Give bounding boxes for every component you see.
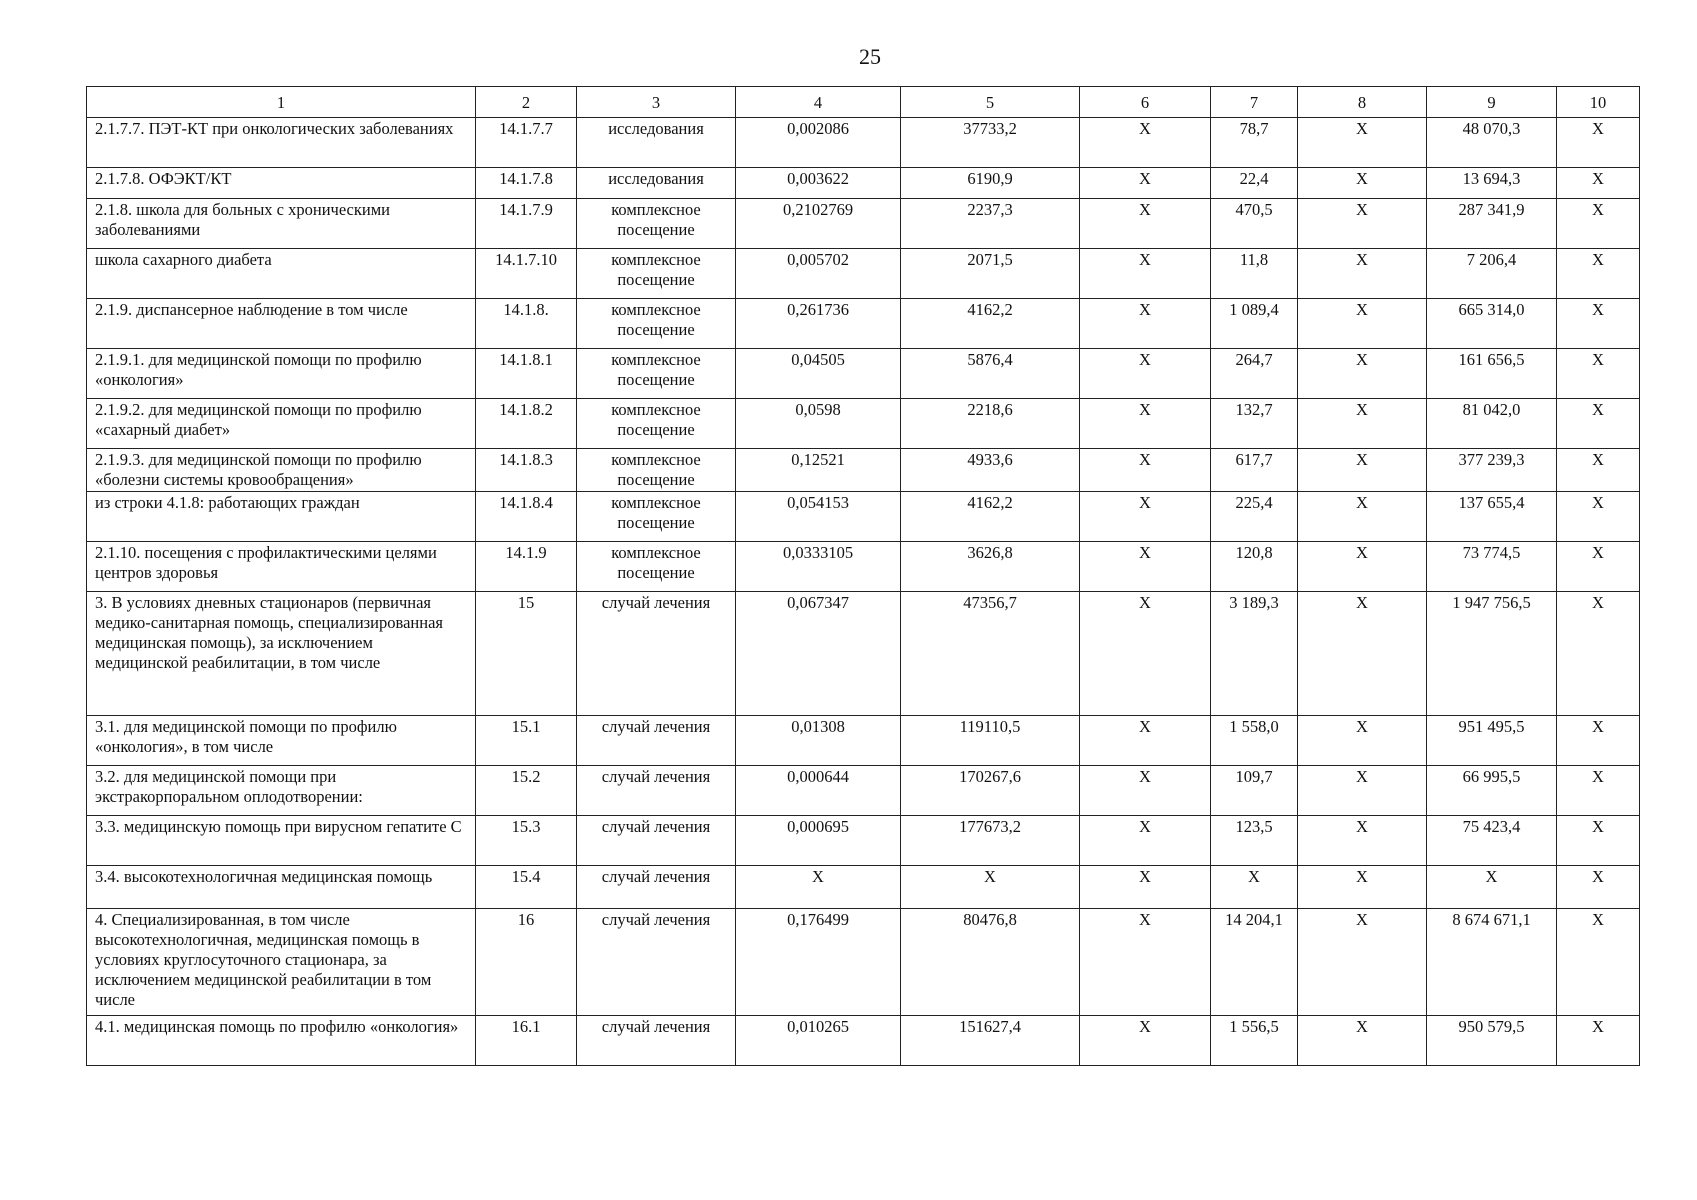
table-row <box>87 1016 1640 1066</box>
table-cell-value-col-8: Х <box>1298 592 1427 716</box>
table-cell-unit: случай лечения <box>577 766 736 816</box>
table-cell-row-code: 14.1.7.7 <box>476 118 577 168</box>
table-cell-value-col-8: Х <box>1298 816 1427 866</box>
table-cell-row-label: 3.3. медицинскую помощь при вирусном гепатите С <box>87 816 476 866</box>
table-cell-value-col-9: 951 495,5 <box>1427 716 1557 766</box>
table-cell-row-code: 15 <box>476 592 577 716</box>
table-cell-value-col-10: Х <box>1557 716 1640 766</box>
table-cell-value-col-5: 5876,4 <box>901 349 1080 399</box>
table-cell-value-col-9: 8 674 671,1 <box>1427 909 1557 1016</box>
table-cell-value-col-10: Х <box>1557 249 1640 299</box>
table-cell-value-col-6: Х <box>1080 542 1211 592</box>
table-row <box>87 249 1640 299</box>
table-cell-value-col-5: 177673,2 <box>901 816 1080 866</box>
column-header: 8 <box>1298 87 1427 118</box>
table-cell-row-code: 14.1.8. <box>476 299 577 349</box>
table-cell-value-col-5: 47356,7 <box>901 592 1080 716</box>
table-row <box>87 866 1640 909</box>
table-cell-row-label: 2.1.9.2. для медицинской помощи по профилю «сахарный диабет» <box>87 399 476 449</box>
table-cell-value-col-6: Х <box>1080 492 1211 542</box>
table-cell-value-col-6: Х <box>1080 349 1211 399</box>
table-cell-unit: случай лечения <box>577 592 736 716</box>
table-cell-value-col-8: Х <box>1298 909 1427 1016</box>
table-cell-unit: случай лечения <box>577 716 736 766</box>
table-cell-value-col-6: Х <box>1080 1016 1211 1066</box>
table-cell-unit: комплексное посещение <box>577 249 736 299</box>
table-row <box>87 542 1640 592</box>
table-cell-value-col-10: Х <box>1557 492 1640 542</box>
table-cell-value-col-9: 950 579,5 <box>1427 1016 1557 1066</box>
table-row <box>87 299 1640 349</box>
table-cell-value-col-10: Х <box>1557 299 1640 349</box>
table-cell-value-col-4: Х <box>736 866 901 909</box>
table-cell-value-col-10: Х <box>1557 816 1640 866</box>
table-cell-value-col-6: Х <box>1080 866 1211 909</box>
column-header: 4 <box>736 87 901 118</box>
table-cell-value-col-9: 13 694,3 <box>1427 168 1557 199</box>
table-cell-value-col-7: 120,8 <box>1211 542 1298 592</box>
table-cell-row-label: 3.4. высокотехнологичная медицинская помощь <box>87 866 476 909</box>
table-cell-value-col-5: 6190,9 <box>901 168 1080 199</box>
table-cell-value-col-10: Х <box>1557 449 1640 492</box>
table-cell-value-col-9: 377 239,3 <box>1427 449 1557 492</box>
table-cell-value-col-8: Х <box>1298 349 1427 399</box>
table-header-row <box>87 87 1640 118</box>
table-cell-value-col-5: Х <box>901 866 1080 909</box>
table-cell-value-col-10: Х <box>1557 349 1640 399</box>
table-cell-value-col-8: Х <box>1298 449 1427 492</box>
table-cell-value-col-6: Х <box>1080 199 1211 249</box>
table-cell-value-col-5: 119110,5 <box>901 716 1080 766</box>
table-cell-row-code: 15.1 <box>476 716 577 766</box>
table-cell-value-col-4: 0,176499 <box>736 909 901 1016</box>
table-cell-value-col-4: 0,005702 <box>736 249 901 299</box>
table-cell-value-col-10: Х <box>1557 866 1640 909</box>
table-cell-value-col-10: Х <box>1557 592 1640 716</box>
table-cell-value-col-6: Х <box>1080 249 1211 299</box>
table-row <box>87 492 1640 542</box>
table-cell-value-col-10: Х <box>1557 909 1640 1016</box>
table-cell-value-col-5: 37733,2 <box>901 118 1080 168</box>
table-row <box>87 349 1640 399</box>
table-cell-value-col-5: 151627,4 <box>901 1016 1080 1066</box>
table-cell-value-col-4: 0,0598 <box>736 399 901 449</box>
table-cell-value-col-7: 264,7 <box>1211 349 1298 399</box>
table-cell-value-col-7: 470,5 <box>1211 199 1298 249</box>
table-cell-value-col-7: 123,5 <box>1211 816 1298 866</box>
table-cell-value-col-8: Х <box>1298 492 1427 542</box>
table-cell-row-label: 2.1.9.3. для медицинской помощи по профилю «болезни системы кровообращения» <box>87 449 476 492</box>
table-cell-value-col-7: 22,4 <box>1211 168 1298 199</box>
table-cell-value-col-5: 3626,8 <box>901 542 1080 592</box>
table-cell-value-col-4: 0,0333105 <box>736 542 901 592</box>
table-cell-value-col-9: Х <box>1427 866 1557 909</box>
table-cell-row-label: 4. Специализированная, в том числе высокотехнологичная, медицинская помощь в условиях круглосуточного стационара, за исключением медицинской реабилитации в том числе <box>87 909 476 1016</box>
table-cell-unit: случай лечения <box>577 1016 736 1066</box>
table-cell-row-code: 14.1.7.9 <box>476 199 577 249</box>
table-cell-value-col-7: 14 204,1 <box>1211 909 1298 1016</box>
table-row <box>87 118 1640 168</box>
table-cell-row-code: 16 <box>476 909 577 1016</box>
table-cell-value-col-4: 0,002086 <box>736 118 901 168</box>
table-cell-row-code: 14.1.8.1 <box>476 349 577 399</box>
table-cell-unit: случай лечения <box>577 866 736 909</box>
table-row <box>87 592 1640 716</box>
table-cell-value-col-9: 665 314,0 <box>1427 299 1557 349</box>
table-cell-value-col-9: 48 070,3 <box>1427 118 1557 168</box>
table-cell-value-col-9: 7 206,4 <box>1427 249 1557 299</box>
column-header: 3 <box>577 87 736 118</box>
table-cell-value-col-6: Х <box>1080 716 1211 766</box>
table-cell-value-col-8: Х <box>1298 299 1427 349</box>
table-cell-value-col-7: Х <box>1211 866 1298 909</box>
table-cell-value-col-6: Х <box>1080 592 1211 716</box>
table-cell-unit: комплексное посещение <box>577 492 736 542</box>
column-header: 1 <box>87 87 476 118</box>
table-cell-value-col-9: 66 995,5 <box>1427 766 1557 816</box>
table-cell-value-col-6: Х <box>1080 399 1211 449</box>
table-cell-value-col-4: 0,04505 <box>736 349 901 399</box>
table-cell-unit: комплексное посещение <box>577 542 736 592</box>
table-cell-row-label: 4.1. медицинская помощь по профилю «онкология» <box>87 1016 476 1066</box>
table-cell-row-code: 14.1.8.2 <box>476 399 577 449</box>
table-cell-value-col-5: 4162,2 <box>901 299 1080 349</box>
table-cell-value-col-8: Х <box>1298 766 1427 816</box>
table-cell-value-col-7: 3 189,3 <box>1211 592 1298 716</box>
table-cell-row-label: 2.1.7.8. ОФЭКТ/КТ <box>87 168 476 199</box>
table-cell-value-col-5: 4162,2 <box>901 492 1080 542</box>
table-cell-value-col-5: 2237,3 <box>901 199 1080 249</box>
table-cell-row-label: 2.1.8. школа для больных с хроническими заболеваниями <box>87 199 476 249</box>
table-cell-value-col-4: 0,003622 <box>736 168 901 199</box>
table-cell-value-col-4: 0,261736 <box>736 299 901 349</box>
table-cell-value-col-10: Х <box>1557 118 1640 168</box>
table-cell-unit: случай лечения <box>577 909 736 1016</box>
table-cell-value-col-10: Х <box>1557 399 1640 449</box>
table-cell-value-col-7: 132,7 <box>1211 399 1298 449</box>
table-row <box>87 909 1640 1016</box>
table-cell-value-col-9: 81 042,0 <box>1427 399 1557 449</box>
table-cell-value-col-6: Х <box>1080 168 1211 199</box>
table-row <box>87 716 1640 766</box>
table-cell-row-code: 16.1 <box>476 1016 577 1066</box>
table-cell-value-col-10: Х <box>1557 168 1640 199</box>
table-cell-value-col-8: Х <box>1298 168 1427 199</box>
table-cell-value-col-5: 2071,5 <box>901 249 1080 299</box>
table-cell-value-col-4: 0,2102769 <box>736 199 901 249</box>
table-cell-value-col-7: 11,8 <box>1211 249 1298 299</box>
table-cell-value-col-8: Х <box>1298 118 1427 168</box>
table-cell-value-col-7: 1 556,5 <box>1211 1016 1298 1066</box>
table-cell-value-col-10: Х <box>1557 542 1640 592</box>
table-cell-unit: комплексное посещение <box>577 349 736 399</box>
table-cell-value-col-10: Х <box>1557 766 1640 816</box>
table-cell-value-col-9: 75 423,4 <box>1427 816 1557 866</box>
table-cell-value-col-7: 225,4 <box>1211 492 1298 542</box>
table-cell-value-col-9: 161 656,5 <box>1427 349 1557 399</box>
table-cell-value-col-4: 0,01308 <box>736 716 901 766</box>
table-cell-value-col-7: 1 089,4 <box>1211 299 1298 349</box>
table-cell-row-code: 15.3 <box>476 816 577 866</box>
table-cell-value-col-7: 617,7 <box>1211 449 1298 492</box>
page-number: 25 <box>859 44 881 69</box>
table-cell-value-col-8: Х <box>1298 1016 1427 1066</box>
table-cell-unit: исследования <box>577 118 736 168</box>
table-row <box>87 816 1640 866</box>
table-cell-value-col-6: Х <box>1080 766 1211 816</box>
table-cell-value-col-4: 0,000644 <box>736 766 901 816</box>
table-cell-unit: случай лечения <box>577 816 736 866</box>
table-cell-unit: комплексное посещение <box>577 399 736 449</box>
table-cell-row-label: 3.2. для медицинской помощи при экстракорпоральном оплодотворении: <box>87 766 476 816</box>
table-cell-value-col-8: Х <box>1298 866 1427 909</box>
table-row <box>87 199 1640 249</box>
table-cell-row-label: школа сахарного диабета <box>87 249 476 299</box>
table-cell-value-col-9: 73 774,5 <box>1427 542 1557 592</box>
table-cell-value-col-6: Х <box>1080 118 1211 168</box>
table-cell-value-col-5: 80476,8 <box>901 909 1080 1016</box>
table-cell-value-col-9: 137 655,4 <box>1427 492 1557 542</box>
table-row <box>87 399 1640 449</box>
table-cell-value-col-6: Х <box>1080 909 1211 1016</box>
table-cell-value-col-7: 109,7 <box>1211 766 1298 816</box>
column-header: 6 <box>1080 87 1211 118</box>
table-cell-row-code: 14.1.9 <box>476 542 577 592</box>
table-cell-value-col-4: 0,067347 <box>736 592 901 716</box>
table-cell-unit: комплексное посещение <box>577 299 736 349</box>
table-cell-value-col-6: Х <box>1080 816 1211 866</box>
table-cell-value-col-6: Х <box>1080 299 1211 349</box>
table-cell-value-col-5: 2218,6 <box>901 399 1080 449</box>
table-cell-unit: исследования <box>577 168 736 199</box>
table-cell-row-code: 14.1.8.3 <box>476 449 577 492</box>
table-cell-row-code: 14.1.8.4 <box>476 492 577 542</box>
table-cell-value-col-10: Х <box>1557 1016 1640 1066</box>
table-cell-row-label: 2.1.9.1. для медицинской помощи по профилю «онкология» <box>87 349 476 399</box>
table-row <box>87 168 1640 199</box>
table-cell-value-col-8: Х <box>1298 716 1427 766</box>
column-header: 7 <box>1211 87 1298 118</box>
table-cell-value-col-5: 170267,6 <box>901 766 1080 816</box>
table-cell-row-code: 15.2 <box>476 766 577 816</box>
table-cell-unit: комплексное посещение <box>577 449 736 492</box>
column-header: 2 <box>476 87 577 118</box>
column-header: 10 <box>1557 87 1640 118</box>
table-cell-value-col-4: 0,000695 <box>736 816 901 866</box>
table-cell-row-code: 14.1.7.10 <box>476 249 577 299</box>
table-cell-value-col-7: 78,7 <box>1211 118 1298 168</box>
table-cell-row-label: 2.1.7.7. ПЭТ-КТ при онкологических заболеваниях <box>87 118 476 168</box>
table-cell-row-label: 3. В условиях дневных стационаров (первичная медико-санитарная помощь, специализированная медицинская помощь), за исключением медицинской реабилитации, в том числе <box>87 592 476 716</box>
table-cell-value-col-9: 287 341,9 <box>1427 199 1557 249</box>
table-cell-row-label: 2.1.9. диспансерное наблюдение в том числе <box>87 299 476 349</box>
data-table <box>86 86 1640 1066</box>
table-cell-unit: комплексное посещение <box>577 199 736 249</box>
table-row <box>87 449 1640 492</box>
table-cell-value-col-5: 4933,6 <box>901 449 1080 492</box>
table-cell-row-code: 15.4 <box>476 866 577 909</box>
table-cell-value-col-10: Х <box>1557 199 1640 249</box>
table-cell-value-col-4: 0,054153 <box>736 492 901 542</box>
table-row <box>87 766 1640 816</box>
table-cell-value-col-9: 1 947 756,5 <box>1427 592 1557 716</box>
table-cell-value-col-4: 0,010265 <box>736 1016 901 1066</box>
table-cell-value-col-8: Х <box>1298 542 1427 592</box>
table-cell-value-col-6: Х <box>1080 449 1211 492</box>
table-cell-row-label: 2.1.10. посещения с профилактическими целями центров здоровья <box>87 542 476 592</box>
table-cell-row-label: 3.1. для медицинской помощи по профилю «онкология», в том числе <box>87 716 476 766</box>
column-header: 9 <box>1427 87 1557 118</box>
table-cell-value-col-4: 0,12521 <box>736 449 901 492</box>
table-cell-row-label: из строки 4.1.8: работающих граждан <box>87 492 476 542</box>
table-cell-value-col-8: Х <box>1298 199 1427 249</box>
table-cell-value-col-8: Х <box>1298 249 1427 299</box>
table-cell-value-col-8: Х <box>1298 399 1427 449</box>
table-cell-row-code: 14.1.7.8 <box>476 168 577 199</box>
column-header: 5 <box>901 87 1080 118</box>
table-cell-value-col-7: 1 558,0 <box>1211 716 1298 766</box>
